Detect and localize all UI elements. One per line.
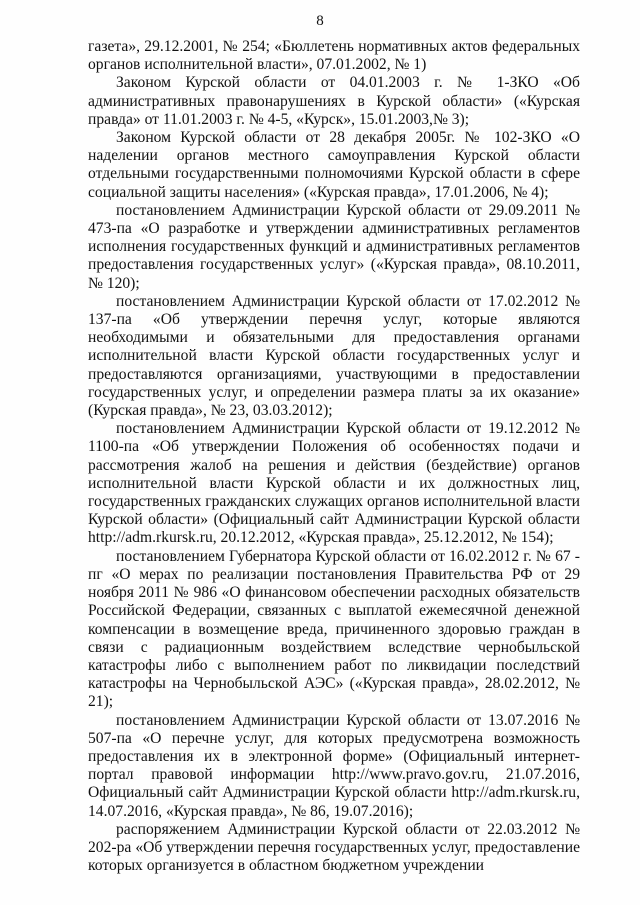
paragraph-law-1-zko: Законом Курской области от 04.01.2003 г. № 1-ЗКО «Об административных правонарушениях в Курской области» («Курская правда» от 11.01.2003 г. № 4-5, «Курск», 15.01.2003,№ 3); — [88, 74, 580, 128]
document-body — [88, 38, 580, 875]
page-number: 8 — [316, 13, 324, 29]
paragraph-order-202: распоряжением Администрации Курской области от 22.03.2012 № 202-ра «Об утверждении перечня государственных услуг, предоставление которых организуется в областном бюджетном учреждении — [88, 820, 580, 875]
paragraph-resolution-507: постановлением Администрации Курской области от 13.07.2016 № 507-па «О перечне услуг, для которых предусмотрена возможность предоставления их в электронной форме» (Официальный интернет-портал правовой информации http://www.pravo.gov.ru, 21.07.2016, Официальный сайт Администрации Курской области http://adm.rkursk.ru, 14.07.2016, «Курская правда», № 86, 19.07.2016); — [88, 711, 580, 820]
paragraph-continuation: газета», 29.12.2001, № 254; «Бюллетень нормативных актов федеральных органов исполнительной власти», 07.01.2002, № 1) — [88, 38, 580, 74]
paragraph-law-102-zko: Законом Курской области от 28 декабря 2005г. № 102-ЗКО «О наделении органов местного самоуправления Курской области отдельными государственными полномочиями Курской области в сфере социальной защиты населения» («Курская правда», 17.01.2006, № 4); — [88, 129, 580, 201]
paragraph-resolution-1100: постановлением Администрации Курской области от 19.12.2012 № 1100-па «Об утверждении Положения об особенностях подачи и рассмотрения жалоб на решения и действия (бездействие) органов исполнительной власти Курской области и их должностных лиц, государственных гражданских служащих органов исполнительной власти Курской области» (Официальный сайт Администрации Курской области http://adm.rkursk.ru, 20.12.2012, «Курская правда», 25.12.2012, № 154); — [88, 420, 580, 547]
paragraph-resolution-137: постановлением Администрации Курской области от 17.02.2012 № 137-па «Об утверждении перечня услуг, которые являются необходимыми и обязательными для предоставления органами исполнительной власти Курской области государственных услуг и предоставляются организациями, участвующими в предоставлении государственных услуг, и определении размера платы за их оказание» (Курская правда», № 23, 03.03.2012); — [88, 292, 580, 420]
paragraph-governor-67: постановлением Губернатора Курской области от 16.02.2012 г. № 67 - пг «О мерах по реализации постановления Правительства РФ от 29 ноября 2011 № 986 «О финансовом обеспечении расходных обязательств Российской Федерации, связанных с выплатой ежемесячной денежной компенсации в возмещение вреда, причиненного здоровью граждан в связи с радиационным воздействием вследствие чернобыльской катастрофы либо с выполнением работ по ликвидации последствий катастрофы на Чернобыльской АЭС» («Курская правда», 28.02.2012, № 21); — [88, 547, 580, 711]
paragraph-resolution-473: постановлением Администрации Курской области от 29.09.2011 № 473-па «О разработке и утверждении административных регламентов исполнения государственных функций и административных регламентов предоставления государственных услуг» («Курская правда», 08.10.2011, № 120); — [88, 201, 580, 292]
